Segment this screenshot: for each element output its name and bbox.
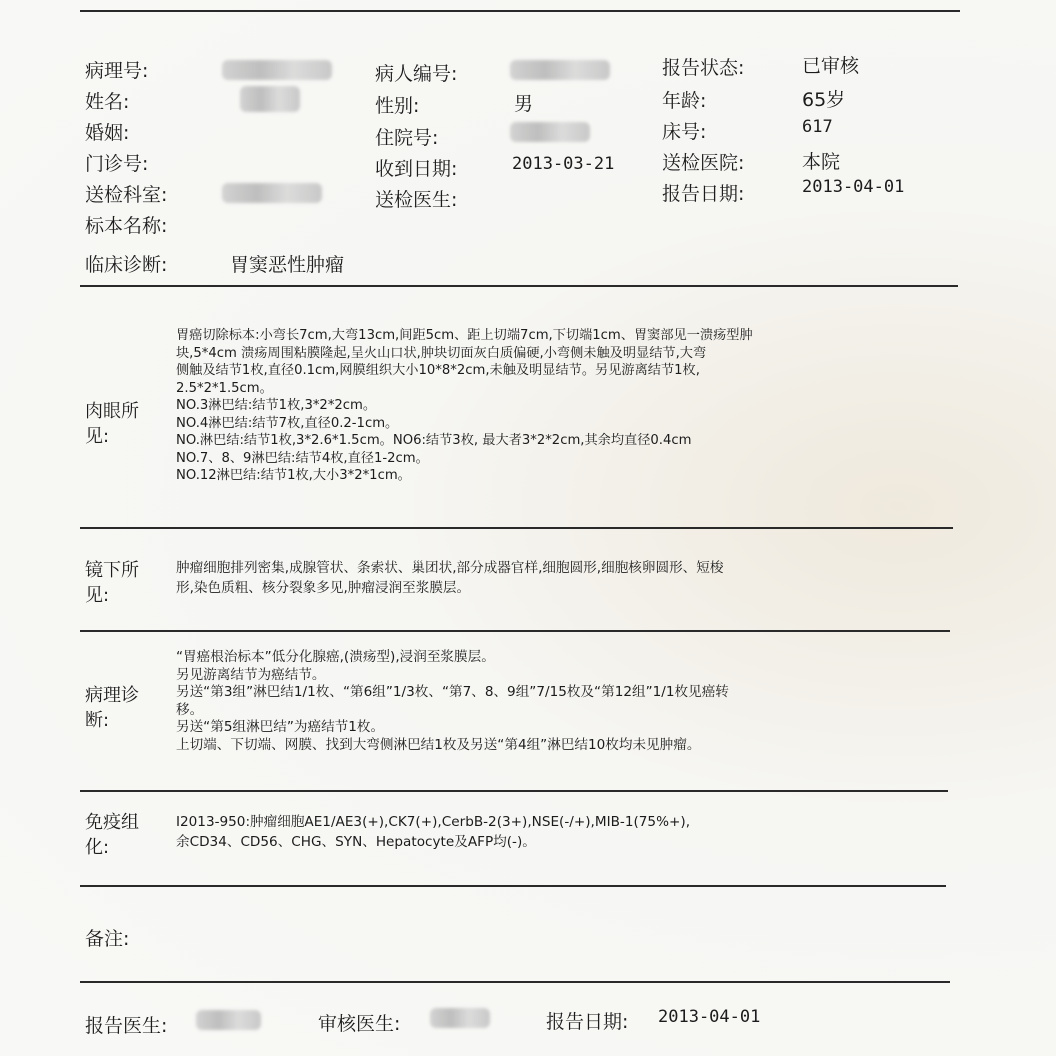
micro-divider — [80, 630, 950, 632]
gross-divider — [80, 527, 953, 529]
report-doctor-redacted — [196, 1010, 261, 1030]
top-divider — [80, 10, 960, 12]
review-doctor-label: 审核医生: — [318, 1013, 401, 1035]
report-date-label: 报告日期: — [662, 183, 745, 205]
pathology-no-redacted — [222, 60, 332, 80]
bed-label: 床号: — [662, 121, 707, 143]
report-doctor-label: 报告医生: — [85, 1015, 168, 1037]
hospital-value: 本院 — [802, 151, 841, 173]
footer-report-date-label: 报告日期: — [546, 1011, 629, 1033]
sex-label: 性别: — [375, 95, 420, 117]
notes-divider — [80, 981, 950, 983]
notes-label: 备注: — [85, 928, 130, 950]
bed-value: 617 — [802, 117, 833, 137]
report-date-value: 2013-04-01 — [802, 177, 905, 197]
marital-label: 婚姻: — [85, 122, 130, 144]
name-redacted — [240, 86, 300, 112]
footer-report-date-value: 2013-04-01 — [658, 1007, 761, 1027]
header-divider — [80, 285, 958, 287]
received-date-value: 2013-03-21 — [512, 154, 615, 174]
submitting-doctor-label: 送检医生: — [375, 189, 458, 211]
dept-redacted — [222, 183, 322, 203]
patient-id-redacted — [510, 60, 610, 80]
microscopic-text: 肿瘤细胞排列密集,成腺管状、条索状、巢团状,部分成器官样,细胞圆形,细胞核卵圆形、短梭 形,染色质粗、核分裂象多见,肿瘤浸润至浆膜层。 — [176, 560, 724, 596]
gross-findings-label: 肉眼所见: — [85, 401, 139, 447]
pathology-diagnosis-text: “胃癌根治标本”低分化腺癌,(溃疡型),浸润至浆膜层。 另见游离结节为癌结节。 另送“第3组”淋巴结1/1枚、“第6组”1/3枚、“第7、8、9组”7/15枚及“第12组”1/1枚见癌转 移。 另送“第5组淋巴结”为癌结节1枚。 上切端、下切端、网膜、找到大弯侧淋巴结1枚及另送“第4组”淋巴结10枚均未见肿瘤。 — [176, 649, 729, 753]
gross-findings-text: 胃癌切除标本:小弯长7cm,大弯13cm,间距5cm、距上切端7cm,下切端1cm、胃窦部见一溃疡型肿 块,5*4cm 溃疡周围粘膜隆起,呈火山口状,肿块切面灰白质偏硬,小弯侧未触及明显结节,大弯 侧触及结节1枚,直径0.1cm,网膜组织大小10*8*2cm,未触及明显结节。另见游离结节1枚, 2.5*2*1.5cm。 NO.3淋巴结:结节1枚,3*2*2cm。 NO.4淋巴结:结节7枚,直径0.2-1cm。 NO.淋巴结:结节1枚,3*2.6*1.5cm。NO6:结节3枚, 最大者3*2*2cm,其余均直径0.4cm NO.7、8、9淋巴结:结节4枚,直径1-2cm。 NO.12淋巴结:结节1枚,大小3*2*1cm。 — [176, 328, 753, 483]
sex-value: 男 — [514, 93, 534, 115]
hospital-label: 送检医院: — [662, 152, 745, 174]
pathology-diagnosis-label: 病理诊断: — [85, 685, 139, 731]
inpatient-no-label: 住院号: — [375, 127, 439, 149]
ihc-label: 免疫组化: — [85, 812, 139, 858]
patient-id-label: 病人编号: — [375, 63, 458, 85]
age-value: 65岁 — [802, 89, 846, 111]
name-label: 姓名: — [85, 91, 130, 113]
report-status-label: 报告状态: — [662, 57, 745, 79]
inpatient-no-redacted — [510, 122, 590, 142]
diagnosis-divider — [80, 790, 948, 792]
ihc-text: I2013-950:肿瘤细胞AE1/AE3(+),CK7(+),CerbB-2(3+),NSE(-/+),MIB-1(75%+), 余CD34、CD56、CHG、SYN、Hepatocyte及AFP均(-)。 — [176, 814, 691, 850]
age-label: 年龄: — [662, 90, 707, 112]
dept-label: 送检科室: — [85, 184, 168, 206]
review-doctor-redacted — [430, 1008, 490, 1028]
report-status-value: 已审核 — [802, 55, 860, 77]
clinical-diagnosis-label: 临床诊断: — [85, 254, 168, 276]
outpatient-no-label: 门诊号: — [85, 153, 149, 175]
pathology-no-label: 病理号: — [85, 60, 149, 82]
microscopic-label: 镜下所见: — [85, 560, 139, 606]
clinical-diagnosis-value: 胃窦恶性肿瘤 — [230, 254, 345, 276]
specimen-name-label: 标本名称: — [85, 215, 168, 237]
received-date-label: 收到日期: — [375, 158, 458, 180]
ihc-divider — [80, 885, 946, 887]
